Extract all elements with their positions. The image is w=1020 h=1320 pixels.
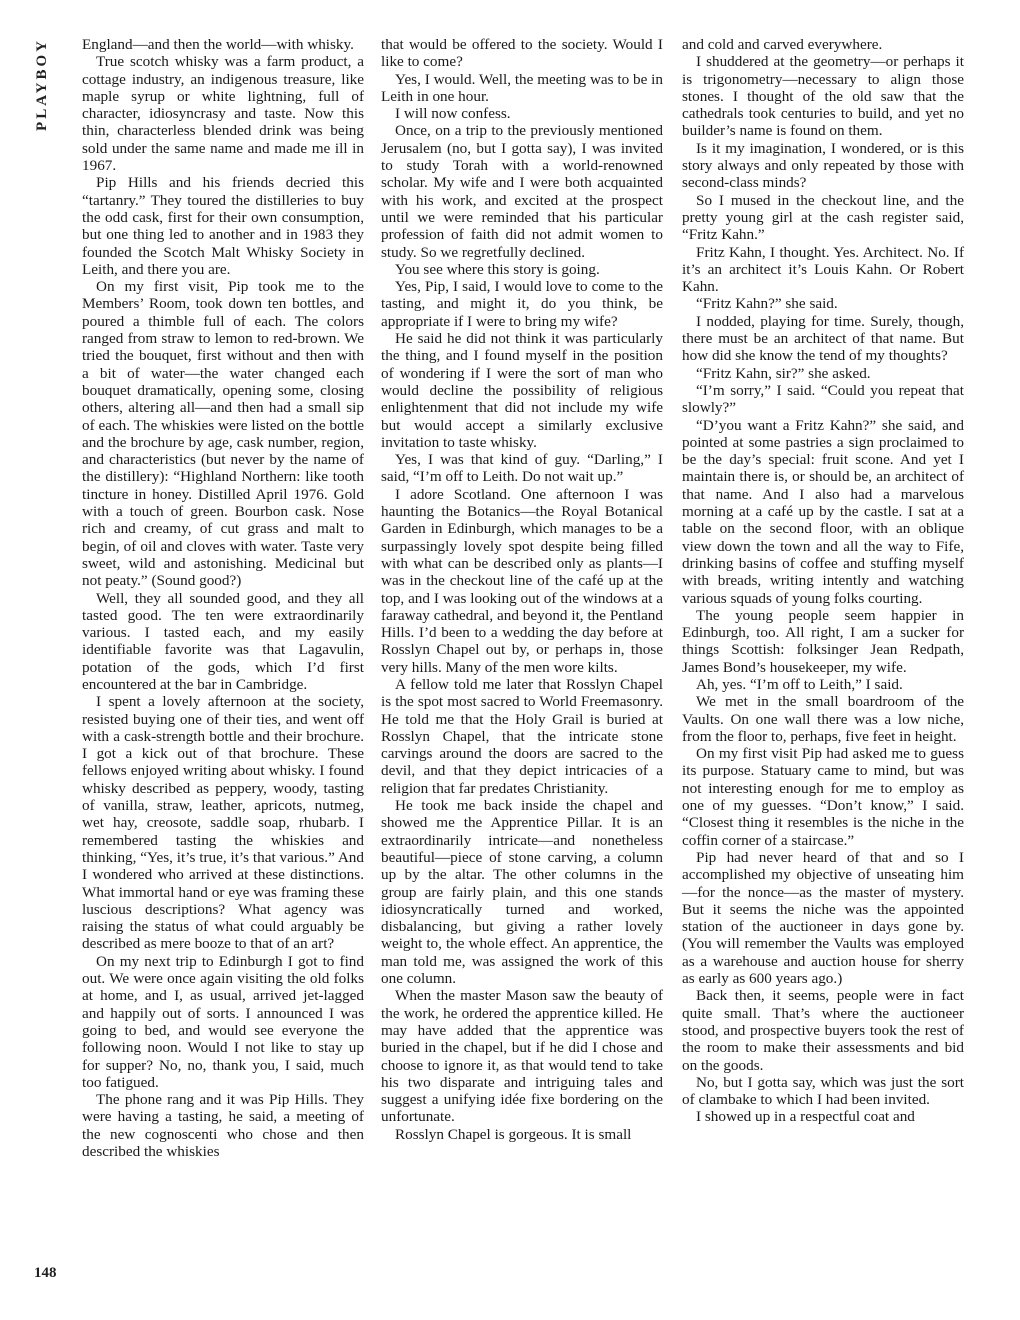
paragraph: You see where this story is going. — [395, 260, 600, 278]
paragraph: He said he did not think it was particularly the thing, and I found myself in the position of wondering if I were the sort of man who would decline the possibility of religious enlightenment that did not include my wife but would accept a similarly exclusive invitation to taste whisky. — [381, 330, 663, 451]
paragraph: Pip Hills and his friends decried this “tartanry.” They toured the distilleries to buy the odd cask, first for their own consumption, but one thing led to another and in 1983 they founded the Scotch Malt Whisky Society in Leith, and there you are. — [82, 174, 364, 278]
paragraph: England—and then the world—with whisky. — [82, 36, 354, 53]
paragraph: Back then, it seems, people were in fact quite small. That’s where the auctioneer stood, and prospective buyers took the rest of the room to make their assessments and bid on the goods. — [682, 987, 964, 1074]
paragraph: He took me back inside the chapel and showed me the Apprentice Pillar. It is an extraordinarily intricate—and nonetheless beautiful—piece of stone carving, a column up by the altar. The other columns in the group are fairly plain, and this one stands idiosyncratically turned and worked, disbalancing, but giving a rather lovely weight to, the whole effect. An apprentice, the man told me, was assigned the work of this one column. — [381, 797, 663, 988]
text-column-3 — [682, 36, 964, 1126]
paragraph: True scotch whisky was a farm product, a cottage industry, an indigenous treasure, like maple syrup or white lightning, full of character, idiosyncrasy and taste. Now this thin, characterless blended drink was being sold under the same name and made me ill in 1967. — [82, 53, 364, 175]
paragraph: “Fritz Kahn?” she said. — [696, 295, 838, 313]
paragraph: Ah, yes. “I’m off to Leith,” I said. — [696, 675, 903, 693]
paragraph: and cold and carved everywhere. — [682, 36, 883, 53]
paragraph: I nodded, playing for time. Surely, though, there must be an architect of that name. But how did she know the tend of my thoughts? — [682, 312, 964, 365]
page-number: 148 — [34, 1265, 57, 1281]
paragraph: So I mused in the checkout line, and the pretty young girl at the cash register said, “Fritz Kahn.” — [682, 191, 964, 244]
paragraph: A fellow told me later that Rosslyn Chapel is the spot most sacred to World Freemasonry. He told me that the Holy Grail is buried at Rosslyn Chapel, that the intricate stone carvings around the doors are sacred to the devil, and that they depict intricacies of a religion that far predates Christianity. — [381, 675, 663, 797]
paragraph: On my first visit Pip had asked me to guess its purpose. Statuary came to mind, but was not interesting enough for me to employ as one of my guesses. “Don’t know,” I said. “Closest thing it resembles is the niche in the coffin corner of a staircase.” — [682, 745, 964, 849]
text-column-2 — [381, 36, 663, 1143]
paragraph: Is it my imagination, I wondered, or is this story always and only repeated by those with second-class minds? — [682, 139, 964, 192]
paragraph: Yes, I would. Well, the meeting was to be in Leith in one hour. — [381, 70, 663, 105]
paragraph: Yes, Pip, I said, I would love to come to the tasting, and might it, do you think, be appropriate if I were to bring my wife? — [381, 278, 663, 330]
paragraph: I showed up in a respectful coat and — [696, 1108, 915, 1126]
paragraph: I will now confess. — [395, 105, 511, 123]
paragraph: On my next trip to Edinburgh I got to find out. We were once again visiting the old folks at home, and I, as usual, arrived jet-lagged and happily out of sorts. I announced I was going to bed, and would see everyone the following noon. Would I not like to stay up for supper? No, no, thank you, I said, much too fatigued. — [82, 952, 364, 1091]
text-column-1 — [82, 36, 364, 1160]
paragraph: Once, on a trip to the previously mentioned Jerusalem (no, but I gotta say), I was invited to study Torah with a world-renowned scholar. My wife and I were both acquainted with his work, and excited at the prospect until we were reminded that his particular profession of faith did not admit women to study. So we regretfully declined. — [381, 122, 663, 261]
paragraph: No, but I gotta say, which was just the sort of clambake to which I had been invited. — [682, 1073, 964, 1109]
paragraph: We met in the small boardroom of the Vaults. On one wall there was a low niche, from the floor to, perhaps, five feet in height. — [682, 693, 964, 745]
paragraph: “Fritz Kahn, sir?” she asked. — [696, 364, 871, 382]
paragraph: Pip had never heard of that and so I accomplished my objective of unseating him—for the nonce—as the master of mystery. But it seems the niche was the appointed station of the auctioneer in days gone by. (You will remember the Vaults was employed as a warehouse and auction house for sherry as early as 600 years ago.) — [682, 848, 964, 988]
paragraph: When the master Mason saw the beauty of the work, he ordered the apprentice killed. He may have added that the apprentice was buried in the chapel, but if he did I chose and choose to ignore it, as that would tend to take his two disparate and intriguing tales and suggest a unifying idée fixe bordering on the unfortunate. — [381, 987, 663, 1126]
paragraph: I adore Scotland. One afternoon I was haunting the Botanics—the Royal Botanical Garden in Edinburgh, which manages to be a surpassingly lovely spot despite being filled with what can be described only as plants—I was in the checkout line of the café up at the top, and I was looking out of the windows at a faraway cathedral, and beyond it, the Pentland Hills. I’d been to a wedding the day before at Rosslyn Chapel out by, or perhaps in, those very hills. Many of the men wore kilts. — [381, 485, 663, 676]
paragraph: “I’m sorry,” I said. “Could you repeat that slowly?” — [682, 381, 964, 417]
paragraph: I shuddered at the geometry—or perhaps it is trigonometry—necessary to align those stones. I thought of the old saw that the cathedrals took centuries to build, and yet no builder’s name is found on them. — [682, 53, 964, 140]
paragraph: Yes, I was that kind of guy. “Darling,” I said, “I’m off to Leith. Do not wait up.” — [381, 451, 663, 486]
paragraph: Well, they all sounded good, and they all tasted good. The ten were extraordinarily various. I tasted each, and my easily identifiable favorite was that Lagavulin, potation of the gods, which I’d first encountered at the bar in Cambridge. — [82, 589, 364, 693]
magazine-masthead: PLAYBOY — [34, 38, 50, 131]
paragraph: Fritz Kahn, I thought. Yes. Architect. No. If it’s an architect it’s Louis Kahn. Or Robert Kahn. — [682, 243, 964, 296]
paragraph: Rosslyn Chapel is gorgeous. It is small — [395, 1125, 632, 1143]
paragraph: The phone rang and it was Pip Hills. They were having a tasting, he said, a meeting of the new cognoscenti who chose and then described the whiskies — [82, 1091, 364, 1160]
paragraph: I spent a lovely afternoon at the society, resisted buying one of their ties, and went off with a cask-strength bottle and their brochure. I got a kick out of that brochure. These fellows enjoyed writing about whisky. I found whisky described as peppery, woody, tasting of vanilla, straw, leather, apricots, nutmeg, wet hay, creosote, saddle soap, rhubarb. I remembered tasting the whiskies and thinking, “Yes, it’s true, it’s that various.” And I wondered who arrived at these distinctions. What immortal hand or eye was framing these luscious descriptions? What agency was raising the status of what could arguably be described as mere booze to that of an art? — [82, 693, 364, 953]
paragraph: The young people seem happier in Edinburgh, too. All right, I am a sucker for things Scottish: folksinger Jean Redpath, James Bond’s housekeeper, my wife. — [682, 606, 964, 676]
paragraph: “D’you want a Fritz Kahn?” she said, and pointed at some pastries a sign proclaimed to be the day’s special: fruit scone. And yet I maintain there is, or should be, an architect of that name. And I also had a marvelous morning at a café up by the castle. I sat at a table on the second floor, with an oblique view down the town and all the way to Fife, drinking basins of coffee and stuffing myself with breads, writing intently and watching various squads of young folks courting. — [682, 416, 964, 607]
paragraph: that would be offered to the society. Would I like to come? — [381, 36, 663, 71]
paragraph: On my first visit, Pip took me to the Members’ Room, took down ten bottles, and poured a thimble full of each. The colors ranged from straw to lemon to red-brown. We tried the bouquet, first without and then with a bit of water—the water changed each bouquet dramatically, opening some, closing others, altering all—and then had a small sip of each. The whiskies were listed on the bottle and the brochure by age, cask number, region, and characteristics (but never by the name of the distillery): “Highland Northern: like tooth tincture in honey. Distilled April 1976. Gold with a touch of green. Bourbon cask. Nose rich and creamy, of cut grass and malt to begin, of oil and cloves with water. Taste very sweet, wild and astonishing. Medicinal but not peaty.” (Sound good?) — [82, 278, 364, 590]
